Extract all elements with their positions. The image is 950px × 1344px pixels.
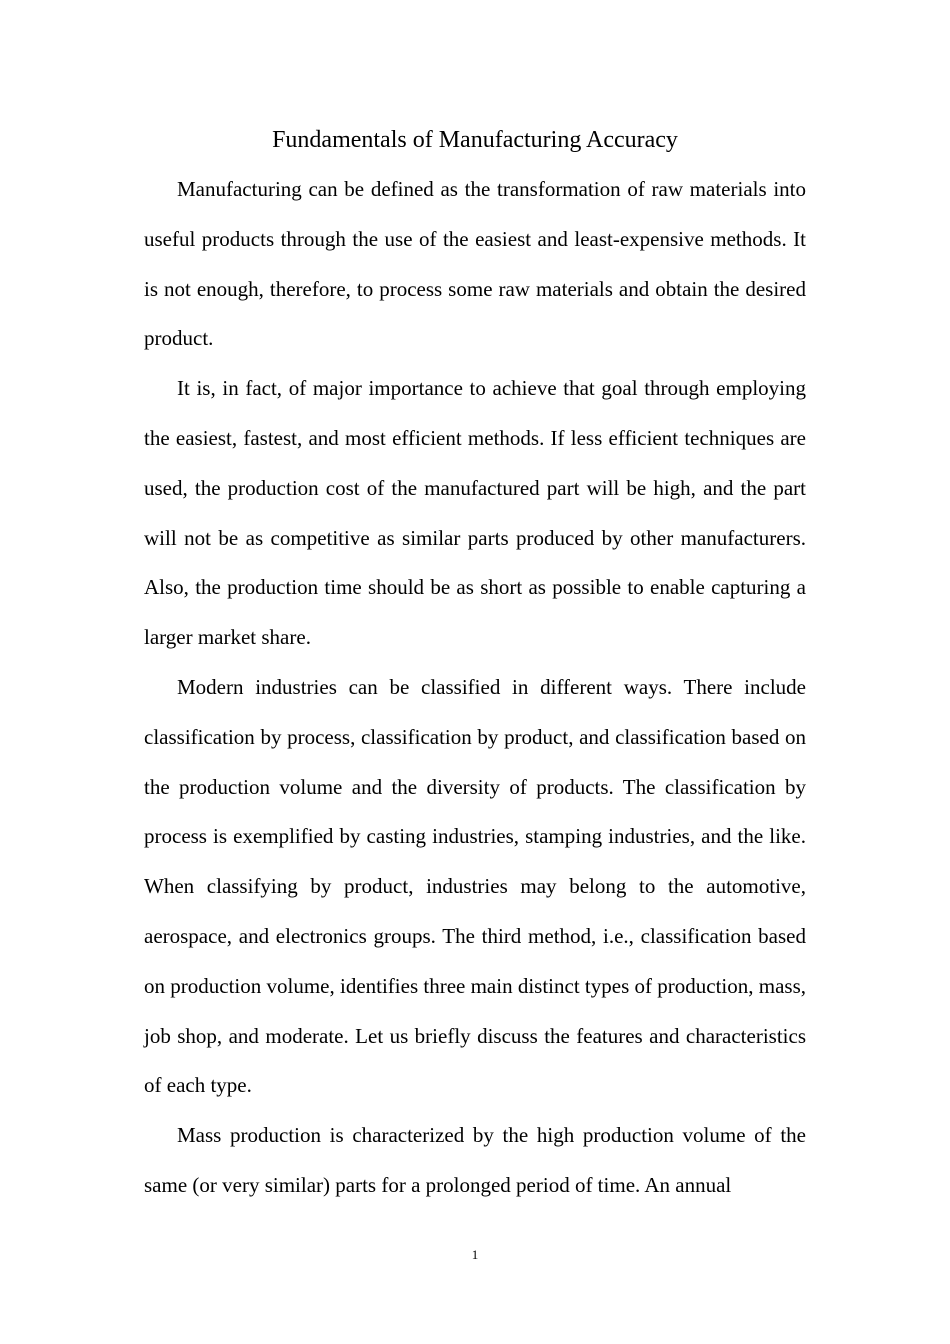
document-title: Fundamentals of Manufacturing Accuracy [272, 127, 678, 153]
paragraph-1: Manufacturing can be defined as the transformation of raw materials into useful products through the use of the easiest and least-expensive methods. It is not enough, therefore, to process some raw materials and obtain the desired product. [144, 177, 806, 351]
paragraph-2: It is, in fact, of major importance to achieve that goal through employing the easiest, fastest, and most efficient methods. If less efficient techniques are used, the production cost of the manufactured part will be high, and the part will not be as competitive as similar parts produced by other manufacturers. Also, the production time should be as short as possible to enable capturing a larger market share. [144, 376, 806, 650]
page-number: 1 [471, 1247, 479, 1262]
paragraph-4: Mass production is characterized by the high production volume of the same (or very similar) parts for a prolonged period of time. An annual [144, 1123, 806, 1197]
paragraph-3: Modern industries can be classified in different ways. There include classification by process, classification by product, and classification based on the production volume and the diversity of products. The classification by process is exemplified by casting industries, stamping industries, and the like. When classifying by product, industries may belong to the automotive, aerospace, and electronics groups. The third method, i.e., classification based on production volume, identifies three main distinct types of production, mass, job shop, and moderate. Let us briefly discuss the features and characteristics of each type. [144, 674, 806, 1098]
document-body [144, 165, 806, 1211]
